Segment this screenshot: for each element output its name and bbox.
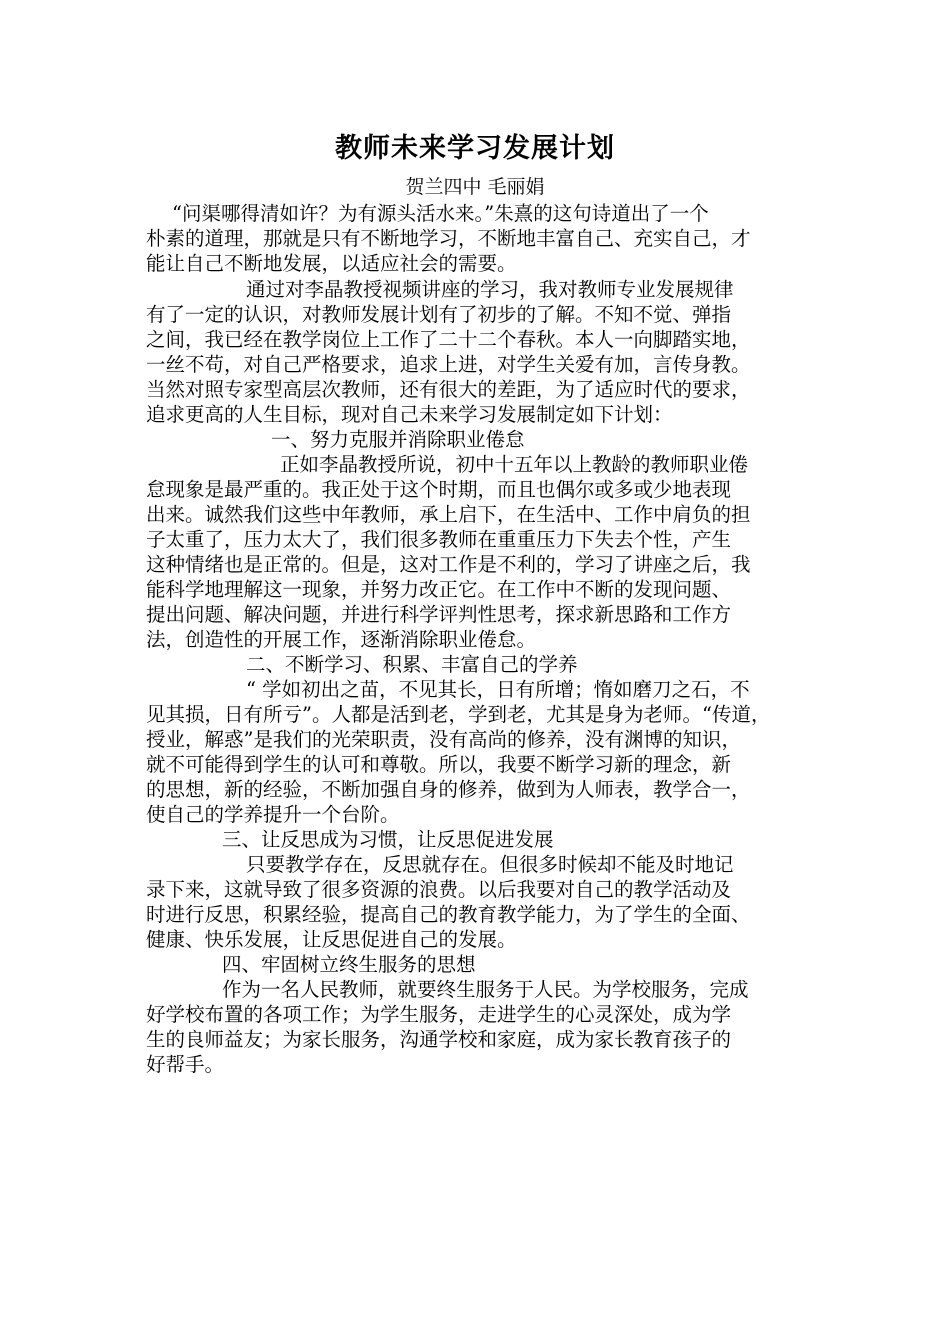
section-heading: 一、努力克服并消除职业倦怠 — [271, 428, 525, 451]
text-line: 就不可能得到学生的认可和尊敬。所以，我要不断学习新的理念，新 — [146, 753, 732, 776]
text-line: 录下来，这就导致了很多资源的浪费。以后我要对自己的教学活动及 — [146, 878, 732, 901]
text-line: 一丝不苟，对自己严格要求，追求上进，对学生关爱有加，言传身教。 — [146, 353, 751, 376]
text-line: 时进行反思，积累经验，提高自己的教育教学能力，为了学生的全面、 — [146, 903, 751, 926]
section-heading: 四、牢固树立终生服务的思想 — [222, 953, 476, 976]
text-line: 见其损，日有所亏”。人都是活到老，学到老，尤其是身为老师。“传道， — [146, 703, 771, 726]
text-line: 这种情绪也是正常的。但是，这对工作是不利的，学习了讲座之后，我 — [146, 553, 751, 576]
text-line: 追求更高的人生目标，现对自己未来学习发展制定如下计划： — [146, 403, 673, 426]
text-line: 子太重了，压力太大了，我们很多教师在重重压力下失去个性，产生 — [146, 528, 732, 551]
text-line: 怠现象是最严重的。我正处于这个时期，而且也偶尔或多或少地表现 — [146, 478, 732, 501]
text-line: 法，创造性的开展工作，逐渐消除职业倦怠。 — [146, 628, 537, 651]
text-line: 生的良师益友；为家长服务，沟通学校和家庭，成为家长教育孩子的 — [146, 1028, 732, 1051]
text-line: “ 学如初出之苗，不见其长，日有所增；惰如磨刀之石，不 — [246, 678, 750, 701]
text-line: 出来。诚然我们这些中年教师，承上启下，在生活中、工作中肩负的担 — [146, 503, 751, 526]
text-line: 之间，我已经在教学岗位上工作了二十二个春秋。本人一向脚踏实地， — [146, 328, 751, 351]
text-line: 能科学地理解这一现象，并努力改正它。在工作中不断的发现问题、 — [146, 578, 732, 601]
text-line: 只要教学存在，反思就存在。但很多时候却不能及时地记 — [246, 853, 734, 876]
text-line: 的思想，新的经验，不断加强自身的修养，做到为人师表，教学合一， — [146, 778, 751, 801]
text-line: 提出问题、解决问题，并进行科学评判性思考，探求新思路和工作方 — [146, 603, 732, 626]
text-line: 有了一定的认识，对教师发展计划有了初步的了解。不知不觉、弹指 — [146, 303, 732, 326]
text-line: 好帮手。 — [146, 1053, 225, 1076]
text-line: 当然对照专家型高层次教师，还有很大的差距，为了适应时代的要求， — [146, 378, 751, 401]
text-line: 好学校布置的各项工作；为学生服务，走进学生的心灵深处，成为学 — [146, 1003, 732, 1026]
text-line: 授业，解惑”是我们的光荣职责，没有高尚的修养，没有渊博的知识， — [146, 728, 741, 751]
text-line: 通过对李晶教授视频讲座的学习，我对教师专业发展规律 — [246, 278, 734, 301]
text-line: “问渠哪得清如许？为有源头活水来。”朱熹的这句诗道出了一个 — [172, 202, 709, 225]
text-line: 健康、快乐发展，让反思促进自己的发展。 — [146, 928, 517, 951]
text-line: 朴素的道理，那就是只有不断地学习，不断地丰富自己、充实自己，才 — [146, 227, 751, 250]
section-heading: 三、让反思成为习惯，让反思促进发展 — [222, 828, 554, 851]
text-line: 作为一名人民教师，就要终生服务于人民。为学校服务，完成 — [222, 978, 749, 1001]
text-line: 使自己的学养提升一个台阶。 — [146, 803, 400, 826]
document-author: 贺兰四中 毛丽娟 — [405, 176, 545, 198]
document-title: 教师未来学习发展计划 — [335, 133, 615, 164]
section-heading: 二、不断学习、积累、丰富自己的学养 — [246, 653, 578, 676]
text-line: 能让自己不断地发展，以适应社会的需要。 — [146, 252, 517, 275]
text-line: 正如李晶教授所说，初中十五年以上教龄的教师职业倦 — [280, 453, 749, 476]
